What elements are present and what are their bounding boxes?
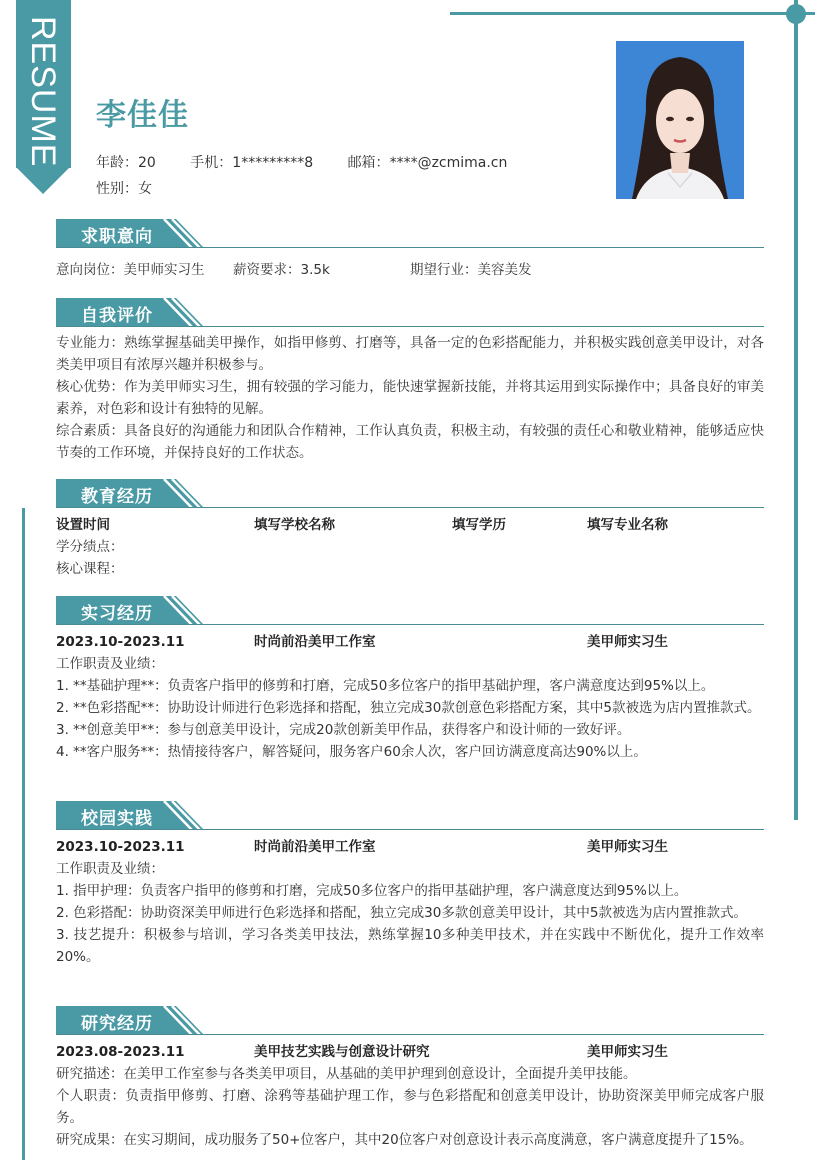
position-field: [56, 259, 205, 281]
courses-label: 核心课程：: [56, 561, 124, 577]
stripes-icon: [156, 298, 206, 327]
section-header: [56, 298, 764, 328]
self-eval-paragraph: 综合素质：具备良好的沟通能力和团队合作精神，工作认真负责，积极主动，有较强的责任心和敬业精神，能够适应快节奏的工作环境，并保持良好的工作状态。: [56, 423, 764, 461]
internship-item: 4. **客户服务**：热情接待客户，解答疑问，服务客户60余人次，客户回访满意度高达90%以上。: [56, 744, 647, 760]
industry-field: [410, 259, 532, 281]
ribbon-text: RESUME: [24, 16, 62, 168]
section-rule: [56, 507, 764, 508]
industry-value: 美容美发: [477, 262, 532, 278]
salary-label: 薪资要求：: [233, 262, 301, 278]
industry-label: 期望行业：: [410, 262, 478, 278]
section-internship: [56, 596, 764, 763]
contact-row: [96, 152, 507, 172]
internship-item: 2. **色彩搭配**：协助设计师进行色彩选择和搭配，独立完成30款创意色彩搭配方案，其中5款被选为店内置推款式。: [56, 700, 761, 716]
phone-label: 手机：: [190, 155, 233, 171]
gender-value: 女: [138, 181, 152, 197]
research-period: 2023.08-2023.11: [56, 1044, 185, 1060]
section-rule: [56, 1034, 764, 1035]
candidate-name: 李佳佳: [96, 98, 189, 133]
email-value: ****@zcmima.cn: [389, 155, 508, 171]
campus-role: 美甲师实习生: [587, 839, 668, 855]
age-field: [96, 152, 156, 172]
section-title: 自我评价: [81, 306, 153, 326]
section-rule: [56, 829, 764, 830]
corner-decor-dot: [786, 4, 806, 24]
top-decor-line: [450, 12, 815, 15]
internship-header-row: [56, 631, 764, 653]
gpa-label: 学分绩点：: [56, 539, 124, 555]
section-rule: [56, 624, 764, 625]
resume-ribbon: [16, 0, 71, 195]
section-title: 实习经历: [81, 604, 153, 624]
age-label: 年龄：: [96, 155, 138, 171]
self-eval-paragraph: 专业能力：熟练掌握基础美甲操作，如指甲修剪、打磨等，具备一定的色彩搭配能力，并积极实践创意美甲设计，对各类美甲项目有浓厚兴趣并积极参与。: [56, 335, 764, 373]
section-header: [56, 479, 764, 509]
gender-row: [96, 178, 152, 198]
phone-value: 1*********8: [232, 155, 314, 171]
right-decor-line: [794, 0, 798, 820]
email-label: 邮箱：: [347, 155, 390, 171]
section-title: 求职意向: [81, 227, 153, 247]
campus-item: 1. 指甲护理：负责客户指甲的修剪和打磨，完成50多位客户的指甲基础护理，客户满意度达到95%以上。: [56, 883, 688, 899]
self-eval-paragraph: 核心优势：作为美甲师实习生，拥有较强的学习能力，能快速掌握新技能，并将其运用到实际操作中；具备良好的审美素养，对色彩和设计有独特的见解。: [56, 379, 764, 417]
section-education: [56, 479, 764, 580]
section-header: [56, 219, 764, 249]
section-title: 校园实践: [81, 809, 153, 829]
ribbon-tip: [16, 167, 70, 194]
section-header: [56, 596, 764, 626]
research-item: 研究描述：在美甲工作室参与各类美甲项目，从基础的美甲护理到创意设计，全面提升美甲技能。: [56, 1066, 637, 1082]
education-degree: 填写学历: [452, 517, 506, 533]
salary-value: 3.5k: [300, 262, 330, 278]
duty-label: 工作职责及业绩：: [56, 656, 164, 672]
stripes-icon: [156, 801, 206, 830]
campus-item: 2. 色彩搭配：协助资深美甲师进行色彩选择和搭配，独立完成30多款创意美甲设计，其中5款被选为店内置推款式。: [56, 905, 747, 921]
section-header: [56, 801, 764, 831]
position-label: 意向岗位：: [56, 262, 124, 278]
phone-field: [190, 152, 313, 172]
research-role: 美甲师实习生: [587, 1044, 668, 1060]
education-row: [56, 514, 764, 536]
position-value: 美甲师实习生: [123, 262, 205, 278]
portrait-illustration: [616, 41, 744, 199]
internship-period: 2023.10-2023.11: [56, 634, 185, 650]
research-item: 个人职责：负责指甲修剪、打磨、涂鸦等基础护理工作，参与色彩搭配和创意美甲设计，协助资深美甲师完成客户服务。: [56, 1088, 764, 1126]
stripes-icon: [156, 1006, 206, 1035]
stripes-icon: [156, 219, 206, 248]
section-rule: [56, 247, 764, 248]
job-intent-row: [56, 259, 764, 281]
section-self-eval: [56, 298, 764, 464]
section-job-intent: [56, 219, 764, 281]
education-major: 填写专业名称: [587, 517, 668, 533]
stripes-icon: [156, 479, 206, 508]
duty-label: 工作职责及业绩：: [56, 861, 164, 877]
age-value: 20: [138, 155, 156, 171]
campus-company: 时尚前沿美甲工作室: [254, 839, 376, 855]
gender-label: 性别：: [96, 181, 138, 197]
salary-field: [233, 259, 330, 281]
research-header-row: [56, 1041, 764, 1063]
internship-item: 3. **创意美甲**：参与创意美甲设计，完成20款创新美甲作品，获得客户和设计师的一致好评。: [56, 722, 631, 738]
internship-item: 1. **基础护理**：负责客户指甲的修剪和打磨，完成50多位客户的指甲基础护理，客户满意度达到95%以上。: [56, 678, 715, 694]
internship-role: 美甲师实习生: [587, 634, 668, 650]
section-header: [56, 1006, 764, 1036]
section-title: 研究经历: [81, 1014, 153, 1034]
section-rule: [56, 326, 764, 327]
education-time: 设置时间: [56, 517, 110, 533]
email-field: [348, 152, 508, 172]
campus-item: 3. 技艺提升：积极参与培训，学习各类美甲技法，熟练掌握10多种美甲技术，并在实践中不断优化，提升工作效率20%。: [56, 927, 764, 965]
research-project: 美甲技艺实践与创意设计研究: [254, 1044, 430, 1060]
campus-period: 2023.10-2023.11: [56, 839, 185, 855]
section-title: 教育经历: [81, 487, 153, 507]
internship-company: 时尚前沿美甲工作室: [254, 634, 376, 650]
section-campus: [56, 801, 764, 968]
research-item: 研究成果：在实习期间，成功服务了50+位客户，其中20位客户对创意设计表示高度满意，客户满意度提升了15%。: [56, 1132, 753, 1148]
profile-photo: [616, 41, 744, 199]
campus-header-row: [56, 836, 764, 858]
education-school: 填写学校名称: [254, 517, 335, 533]
section-research: [56, 1006, 764, 1151]
stripes-icon: [156, 596, 206, 625]
left-decor-line: [22, 508, 25, 1160]
